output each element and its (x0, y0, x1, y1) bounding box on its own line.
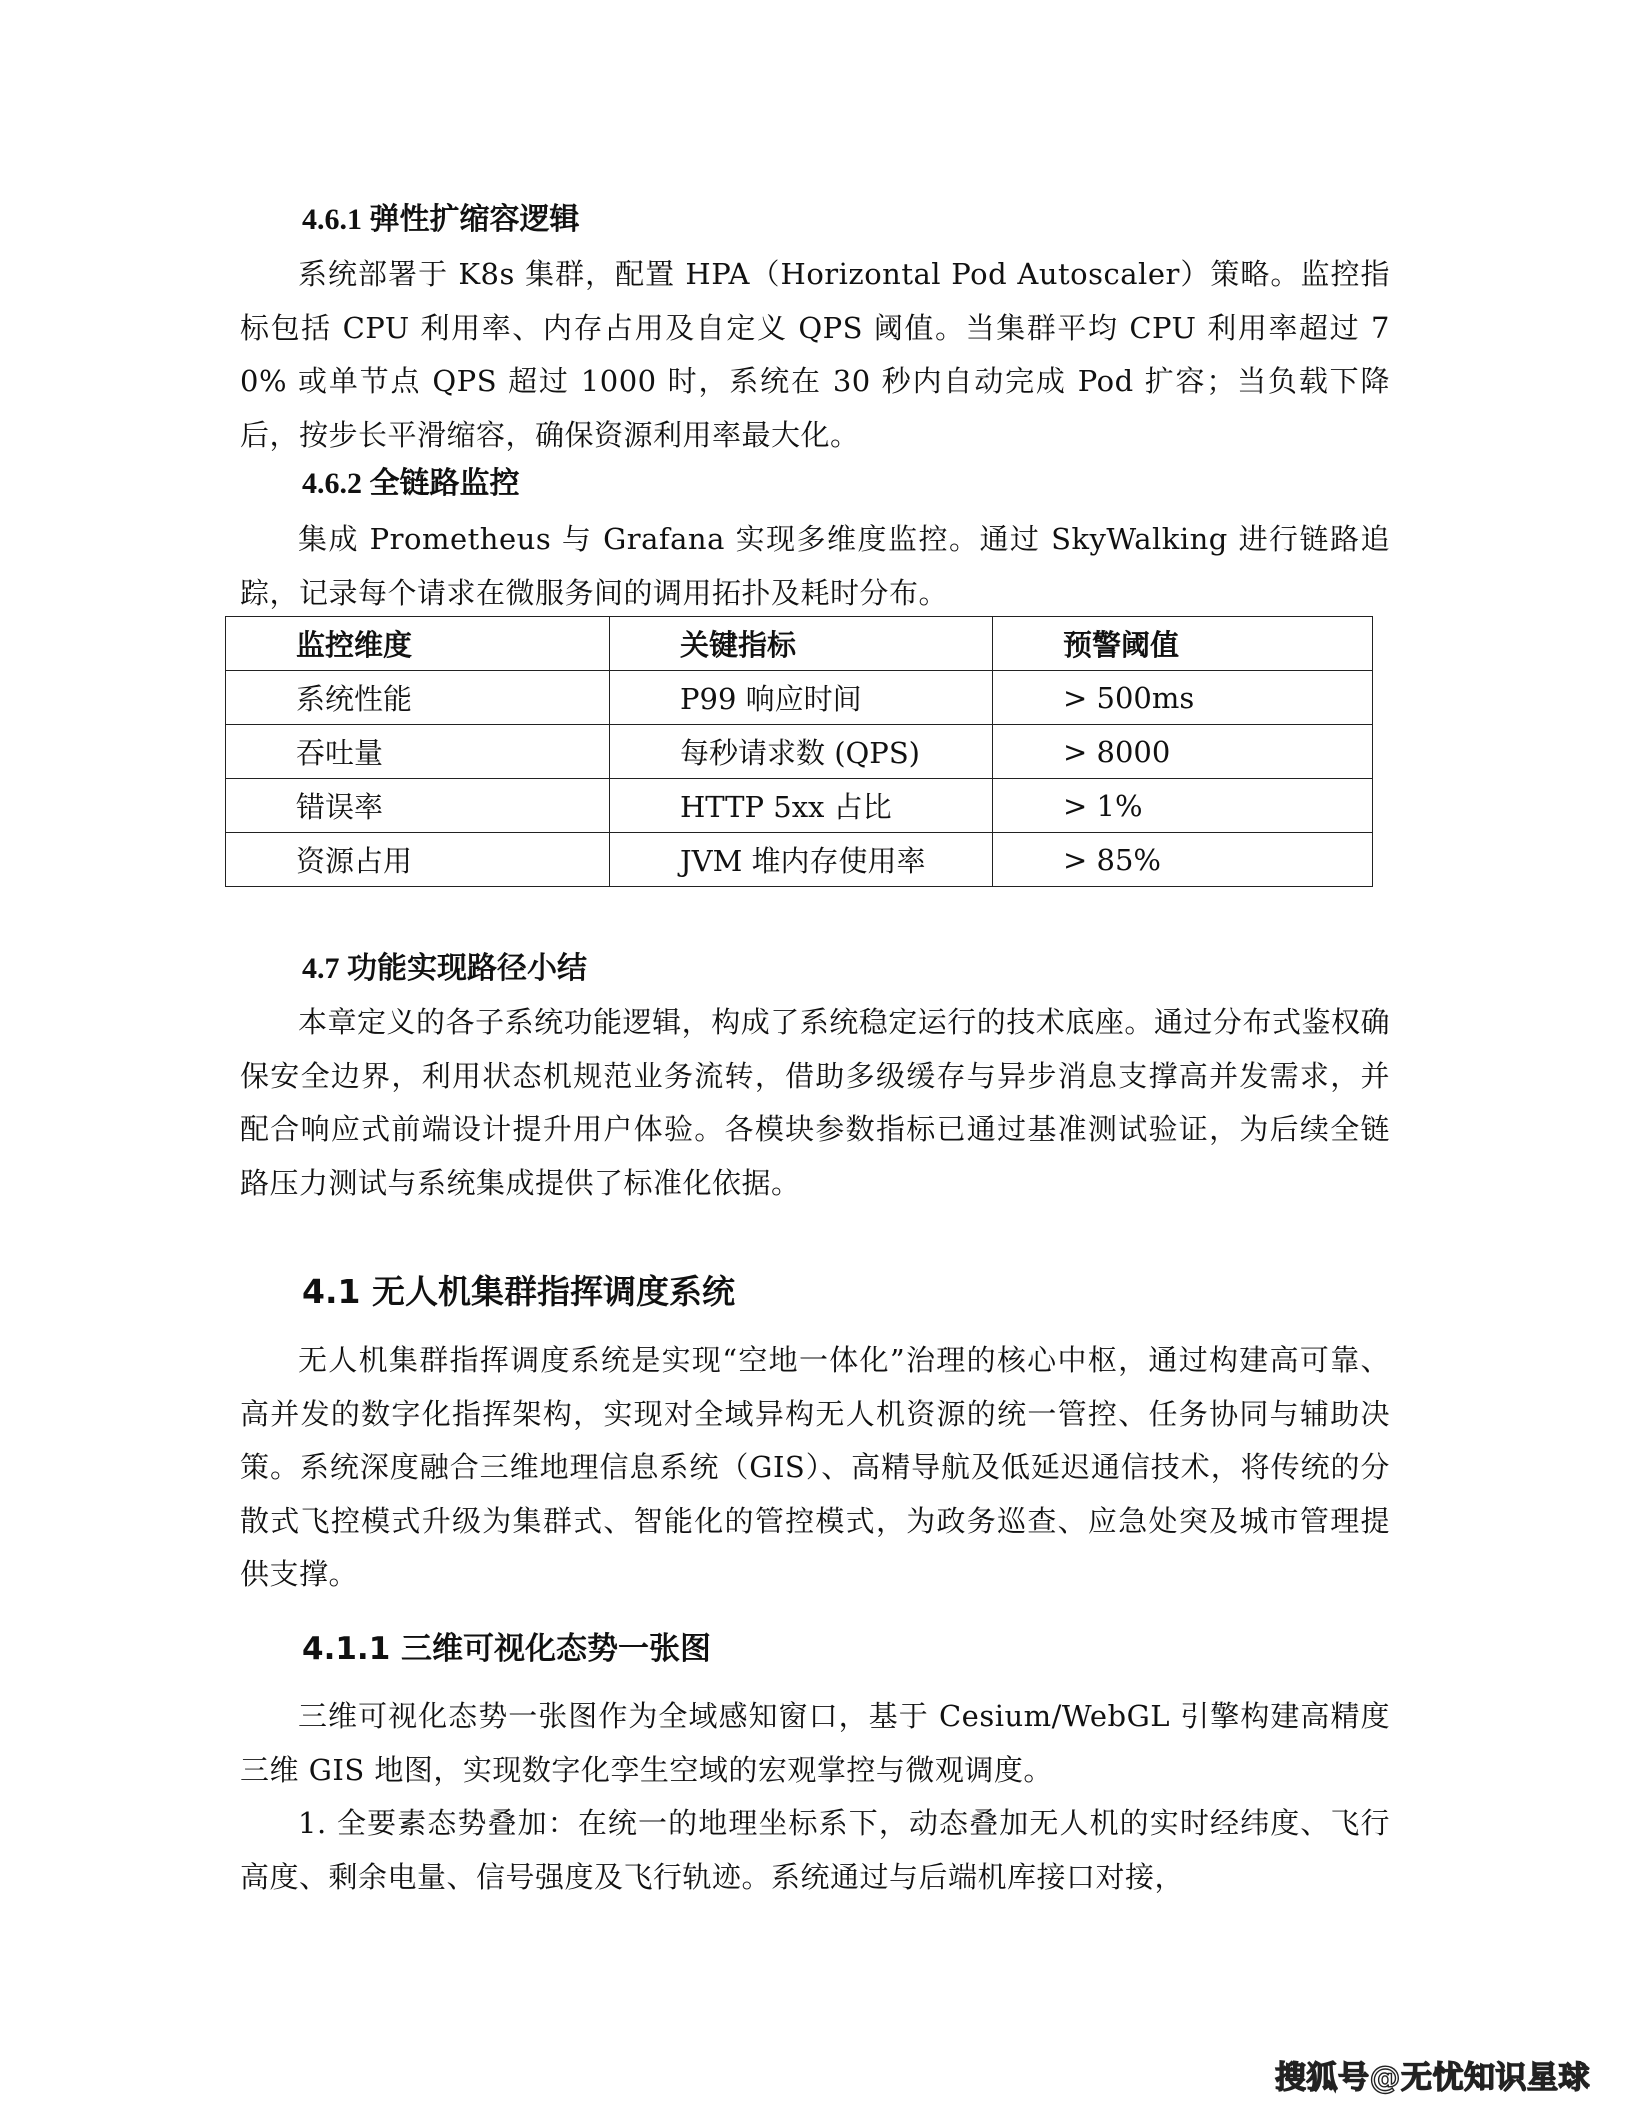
table-cell: HTTP 5xx 占比 (610, 779, 993, 833)
heading-4-6-2: 4.6.2 全链路监控 (302, 467, 520, 500)
heading-4-1: 4.1 无人机集群指挥调度系统 (302, 1272, 735, 1311)
monitoring-table (225, 616, 1373, 887)
table-cell: 每秒请求数 (QPS) (610, 725, 993, 779)
heading-4-1-1: 4.1.1 三维可视化态势一张图 (302, 1631, 712, 1667)
paragraph-elastic-scaling: 系统部署于 K8s 集群，配置 HPA（Horizontal Pod Autoscaler）策略。监控指标包括 CPU 利用率、内存占用及自定义 QPS 阈值。当集群平均 CPU 利用率超过 70% 或单节点 QPS 超过 1000 时，系统在 30 秒内自动完成 Pod 扩容；当负载下降后，按步长平滑缩容，确保资源利用率最大化。 (240, 257, 1390, 452)
table-cell: > 1% (993, 779, 1373, 833)
table-cell: 吞吐量 (226, 725, 610, 779)
watermark: 搜狐号@无忧知识星球 (1275, 2060, 1590, 2096)
table-row (226, 725, 1373, 779)
table-row (226, 779, 1373, 833)
paragraph-uav-dispatch: 无人机集群指挥调度系统是实现“空地一体化”治理的核心中枢，通过构建高可靠、高并发的数字化指挥架构，实现对全域异构无人机资源的统一管控、任务协同与辅助决策。系统深度融合三维地理信息系统（GIS）、高精导航及低延迟通信技术，将传统的分散式飞控模式升级为集群式、智能化的管控模式，为政务巡查、应急处突及城市管理提供支撑。 (240, 1343, 1390, 1591)
table-cell: 错误率 (226, 779, 610, 833)
table-header-cell: 监控维度 (226, 617, 610, 671)
table-header-cell: 预警阈值 (993, 617, 1373, 671)
table-row (226, 833, 1373, 887)
table-header-cell: 关键指标 (610, 617, 993, 671)
list-item: 1. 全要素态势叠加：在统一的地理坐标系下，动态叠加无人机的实时经纬度、飞行高度、剩余电量、信号强度及飞行轨迹。系统通过与后端机库接口对接， (240, 1806, 1390, 1894)
table-row (226, 671, 1373, 725)
table-header-row (226, 617, 1373, 671)
heading-4-7: 4.7 功能实现路径小结 (302, 952, 587, 985)
heading-4-6-1: 4.6.1 弹性扩缩容逻辑 (302, 203, 580, 236)
paragraph-3d-visualization: 三维可视化态势一张图作为全域感知窗口，基于 Cesium/WebGL 引擎构建高精度三维 GIS 地图，实现数字化孪生空域的宏观掌控与微观调度。 (240, 1699, 1390, 1787)
table-cell: > 8000 (993, 725, 1373, 779)
table-cell: 系统性能 (226, 671, 610, 725)
table-cell: > 85% (993, 833, 1373, 887)
paragraph-summary: 本章定义的各子系统功能逻辑，构成了系统稳定运行的技术底座。通过分布式鉴权确保安全边界，利用状态机规范业务流转，借助多级缓存与异步消息支撑高并发需求，并配合响应式前端设计提升用户体验。各模块参数指标已通过基准测试验证，为后续全链路压力测试与系统集成提供了标准化依据。 (240, 1005, 1390, 1200)
table-cell: P99 响应时间 (610, 671, 993, 725)
paragraph-full-link-monitoring: 集成 Prometheus 与 Grafana 实现多维度监控。通过 SkyWalking 进行链路追踪，记录每个请求在微服务间的调用拓扑及耗时分布。 (240, 522, 1390, 610)
table-cell: 资源占用 (226, 833, 610, 887)
table-cell: JVM 堆内存使用率 (610, 833, 993, 887)
table-cell: > 500ms (993, 671, 1373, 725)
